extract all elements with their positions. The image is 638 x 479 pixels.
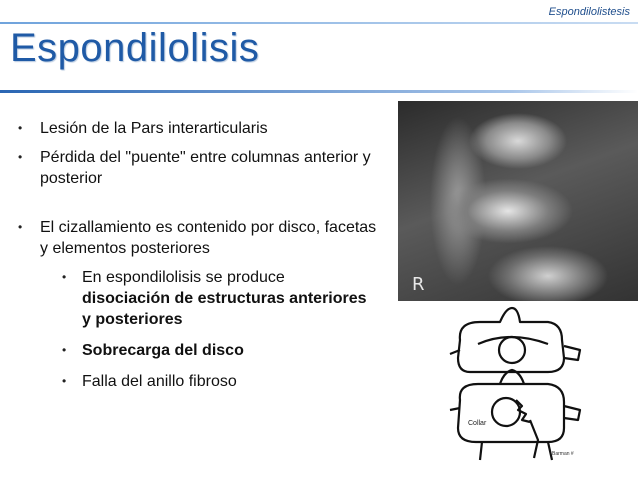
bullet-item [18,147,378,189]
sub-bullet-item [62,371,372,392]
top-divider [0,22,638,24]
bullet-dot: • [62,270,67,284]
slide-title: Espondilolisis [10,26,260,70]
bullet-dot: • [18,121,23,135]
sub-bullet-item [62,267,372,330]
section-label: Espondilolistesis [548,6,630,18]
sub-bullet-bold-text: disociación de estructuras anteriores y posteriores [82,290,367,328]
bullet-text: Lesión de la Pars interarticularis [40,120,268,137]
bullet-dot: • [18,150,23,164]
xray-side-marker: R [412,274,425,295]
figure-credit: Barman # [552,451,574,457]
bullet-dot: • [62,343,67,357]
bullet-text: Pérdida del "puente" entre columnas anterior y posterior [40,149,371,187]
vertebra-diagram [430,300,600,465]
spine-xray-image [398,101,638,301]
collar-label: Collar [468,420,487,427]
bullet-item [18,217,378,259]
bullet-list [18,118,378,402]
sub-bullet-bold-text: Sobrecarga del disco [82,342,244,359]
bullet-text: El cizallamiento es contenido por disco, facetas y elementos posteriores [40,219,377,257]
sub-bullet-item [62,340,372,361]
bullet-dot: • [18,220,23,234]
title-underline [0,90,638,93]
bullet-dot: • [62,374,67,388]
sub-bullet-text: Falla del anillo fibroso [82,373,237,390]
sub-bullet-text: En espondilolisis se produce [82,269,285,286]
bullet-item [18,118,378,139]
